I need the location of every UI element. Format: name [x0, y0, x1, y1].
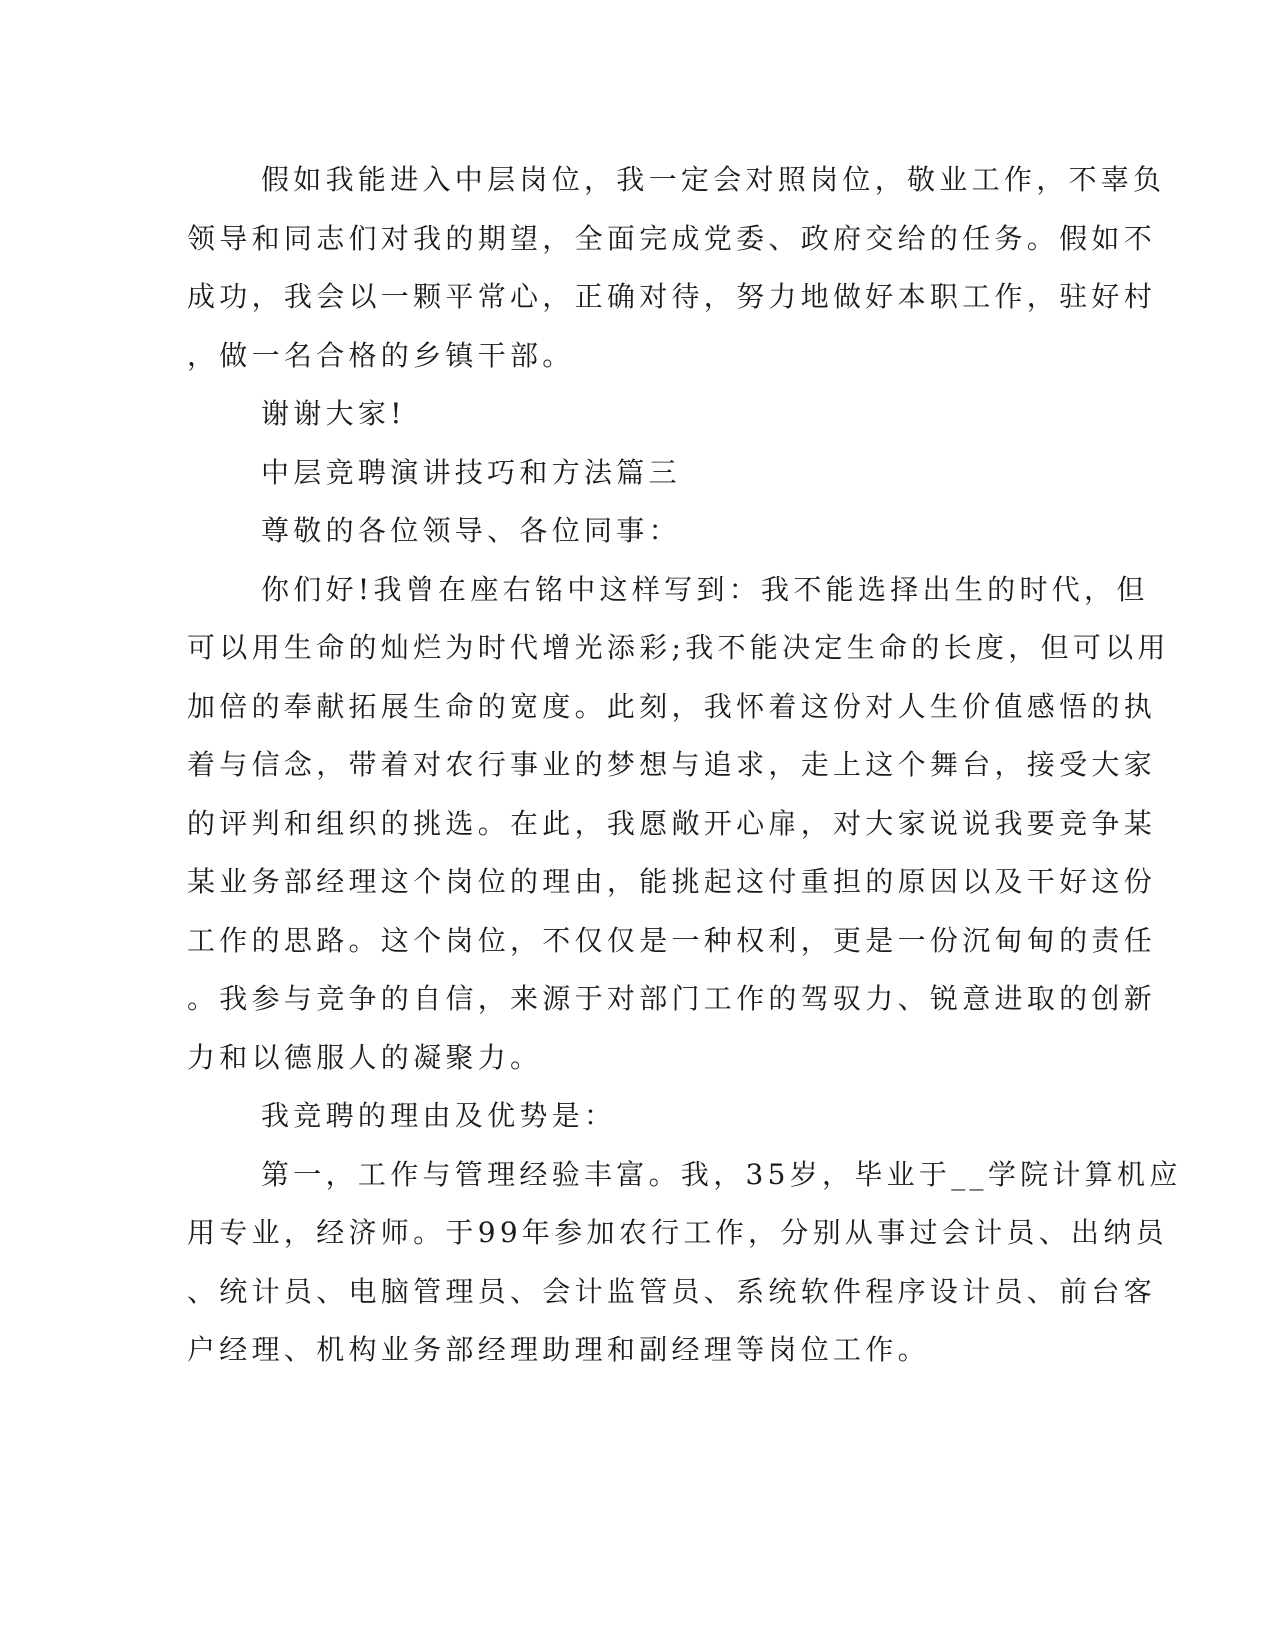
- closing-text: 谢谢大家!: [261, 397, 406, 430]
- text-line: 工作的思路。这个岗位，不仅仅是一种权利，更是一份沉甸甸的责任: [187, 924, 1157, 957]
- text-line: 加倍的奉献拓展生命的宽度。此刻，我怀着这份对人生价值感悟的执: [187, 690, 1157, 723]
- text-line: 用专业，经济师。于99年参加农行工作，分别从事过会计员、出纳员: [187, 1216, 1168, 1249]
- text-line: 假如我能进入中层岗位，我一定会对照岗位，敬业工作，不辜负: [261, 163, 1166, 196]
- text-line: 第一，工作与管理经验丰富。我，35岁，毕业于__学院计算机应: [261, 1158, 1182, 1191]
- salutation: 尊敬的各位领导、各位同事：: [261, 514, 681, 547]
- text-line: 我竞聘的理由及优势是：: [261, 1099, 617, 1132]
- text-line: 某业务部经理这个岗位的理由，能挑起这付重担的原因以及干好这份: [187, 865, 1157, 898]
- text-line: 着与信念，带着对农行事业的梦想与追求，走上这个舞台，接受大家: [187, 748, 1157, 781]
- text-line: 领导和同志们对我的期望，全面完成党委、政府交给的任务。假如不: [187, 222, 1157, 255]
- text-line: 你们好!我曾在座右铭中这样写到：我不能选择出生的时代，但: [261, 573, 1149, 606]
- text-line: 可以用生命的灿烂为时代增光添彩;我不能决定生命的长度，但可以用: [187, 631, 1170, 664]
- text-line: 。我参与竞争的自信，来源于对部门工作的驾驭力、锐意进取的创新: [187, 982, 1157, 1015]
- text-line: 成功，我会以一颗平常心，正确对待，努力地做好本职工作，驻好村: [187, 280, 1157, 313]
- section-title: 中层竞聘演讲技巧和方法篇三: [261, 456, 681, 489]
- text-line: 、统计员、电脑管理员、会计监管员、系统软件程序设计员、前台客: [187, 1275, 1157, 1308]
- text-line: ，做一名合格的乡镇干部。: [187, 339, 575, 372]
- text-line: 力和以德服人的凝聚力。: [187, 1041, 543, 1074]
- text-line: 户经理、机构业务部经理助理和副经理等岗位工作。: [187, 1333, 930, 1366]
- text-line: 的评判和组织的挑选。在此，我愿敞开心扉，对大家说说我要竞争某: [187, 807, 1157, 840]
